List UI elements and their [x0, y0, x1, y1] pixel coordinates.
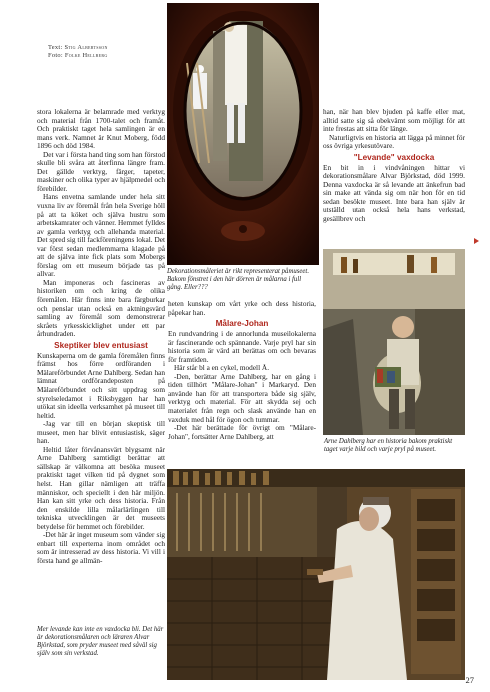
- paragraph: Naturligtvis en historia att lägga på minnet för oss övriga yrkesutövare.: [323, 132, 465, 151]
- photo-caption-door: Dekorationsmåleriet är rikt representerat påmuseet. Bakom fönstret i den här dörren är målarna i full gång. Eller???: [167, 268, 310, 292]
- paragraph: Här står bl a en cykel, modell Å.: [174, 363, 270, 373]
- photo-arne-dahlberg: [323, 249, 465, 435]
- paragraph: Man imponeras och fascineras av historiken om och kring de olika föremålen. Här finns inte bara färgburkar och penslar utan också en aktningsvärd samling av föremål som demonstrerar skråets yrkesskicklighet under ett par århundraden.: [37, 277, 165, 339]
- paragraph: En bit in i vindvåningen hittar vi dekorationsmålare Alvar Björkstad, död 1999. Denna vaxdocka är så levande att änkefrun bad sin make att vända sig om när hon för en tid sedan besökte museet. Inte bara han själv är utställd utan också hela hans verkstad, gesällbrev och: [323, 162, 465, 224]
- text-credit: [48, 44, 178, 52]
- page-number: 27: [465, 675, 474, 685]
- article-column-1: [37, 108, 165, 565]
- photo-door-painters: [167, 3, 319, 265]
- paragraph: -Den, berättar Arne Dahlberg, har en gång i tiden tillhört "Målare-Johan" i Markaryd. Den använde han för att transportera både sig själv, verktyg och material. För att skydda sej och materialet från regn och slask använde han en vaxduk med hål för ögon och tummar.: [168, 371, 316, 424]
- paragraph: -Det här är inget museum som vänder sig enbart till experterna inom området och som är intresserad av dess historia. Vi vill i första hand ge allmän-: [37, 530, 165, 565]
- paragraph: Det var i första hand ting som han förstod skulle bli svåra att återfinna längre fram. Det gällde verktyg, färger, tapeter, maskiner och olika typer av hjälpmedel och förebilder.: [37, 149, 165, 193]
- photo-caption-arne: Arne Dahlberg har en historia bakom praktiskt taget varje bild och varje pryl på museet.: [324, 438, 453, 454]
- photo-credit-name: Folke Hellberg: [64, 52, 108, 59]
- article-column-3: [323, 108, 465, 224]
- continue-arrow-icon: [474, 238, 479, 244]
- paragraph: heten kunskap om vårt yrke och dess historia, påpekar han.: [168, 299, 316, 317]
- paragraph: Hans envetna samlande under hela sitt vuxna liv av föremål från hela Sverige höll på att ta köket och själva hustru som arbetskamrater och vänner. Hemmet fylldes av gamla verktyg och allehanda material. Det spred sig till fackföreningens lokal. Det var först sedan medlemmarna klagade på att de själva inte fick plats som Mobergs förslag om ett museum började tas på allvar.: [37, 192, 165, 279]
- paragraph: han, när han blev bjuden på kaffe eller mat, alltid satte sig så obekvämt som möjligt för att inte frestas att sitta för länge.: [323, 107, 465, 134]
- paragraph: Heltid låter förvånansvärt blygsamt när Arne Dahlberg samtidigt berättar att sällskap är välkomna att besöka museet praktiskt taget vilken tid på dygnet som helst. Han gillar nämligen att träffa människor, och speciellt i den här miljön. Han kan sitt yrke och dess historia. Från den enskilde lilla målarlärlingen till tekniska utvecklingen är det museets betydelse för hemmet och förebilder.: [37, 444, 165, 531]
- photo-credit-label: Foto:: [48, 52, 63, 59]
- credits: [48, 44, 178, 60]
- text-credit-label: Text:: [48, 44, 63, 51]
- section-heading-levande-vaxdocka: "Levande" vaxdocka: [353, 152, 435, 162]
- section-heading-skeptiker: Skeptiker blev entusiast: [54, 340, 148, 350]
- text-credit-name: Stig Albertsson: [64, 44, 108, 51]
- paragraph: Kunskaperna om de gamla föremålen finns främst hos förre ordföranden i Mälareförbundet Arne Dahlberg. Sedan han lämnat ordförandeposten på Mälareförbundet och sitt uppdrag som styrelseledamot i Riksbyggen har han utökat sin ideella verksamhet på museet till heltid.: [37, 350, 165, 420]
- paragraph: stora lokalerna är belamrade med verktyg och material från 1700-talet och framåt. Och praktiskt taget hela samlingen är en mans verk. Namnet är Knut Moberg, född 1896 och död 1984.: [37, 107, 165, 151]
- photo-caption-waxdoll: Mer levande kan inte en vaxdocka bli. Det här är dekorationsmålaren och läraren Alvar Björkstad, som pryder museet med såväl sig själv som sin verkstad.: [37, 626, 164, 658]
- paragraph: -Det här berättade för övrigt om "Målare-Johan", fortsätter Arne Dahlberg, att: [168, 423, 316, 441]
- photo-waxdoll-workshop: [167, 469, 465, 680]
- paragraph: -Jag var till en början skeptisk till museet, men har blivit entusiastisk, säger han.: [37, 419, 165, 446]
- article-column-2: [168, 300, 316, 441]
- section-heading-malare-johan: Målare-Johan: [215, 319, 269, 329]
- paragraph: En rundvandring i de annorlunda museilokalerna är fascinerande och spännande. Varje pryl har sin historia som är värd att berättas om och bevaras för framtiden.: [168, 329, 316, 364]
- photo-credit: [48, 52, 178, 60]
